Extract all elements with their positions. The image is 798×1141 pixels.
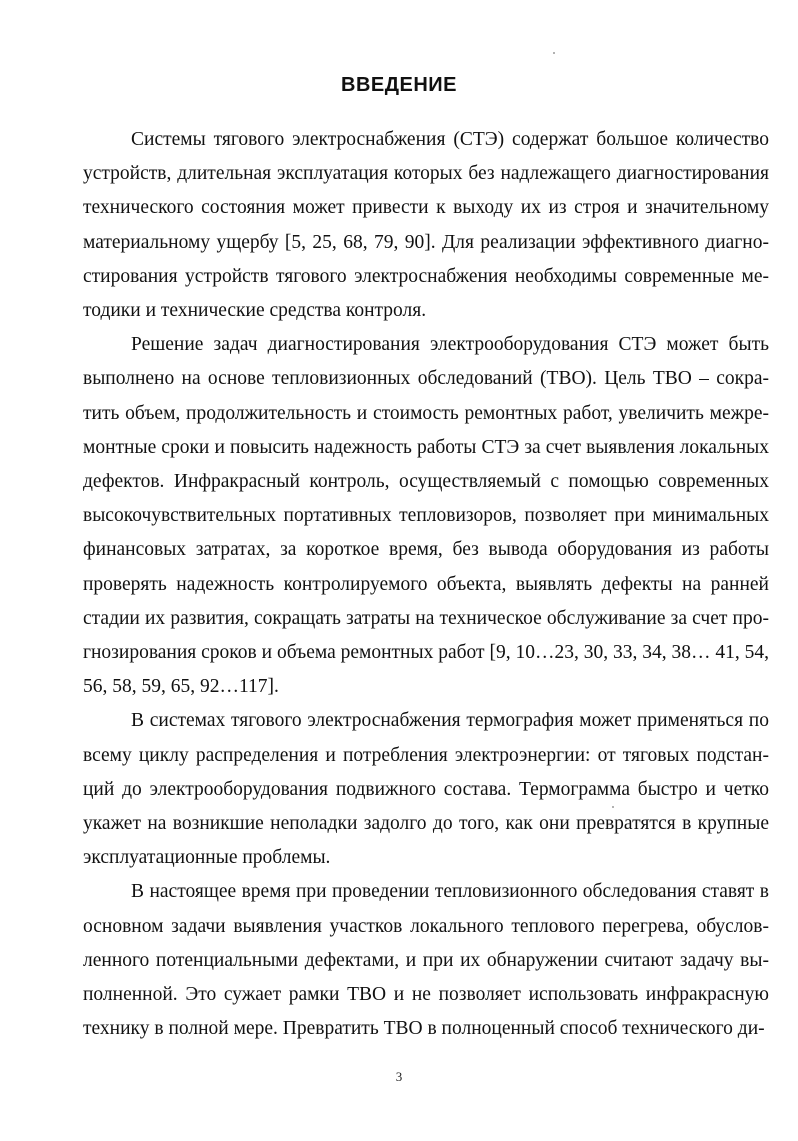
paragraph-3: В системах тягового электроснабжения термография может применяться по всему циклу распределения и потребления электроэнергии: от тяговых подстанций до электрооборудования подвижного состава. Термограмма быстро и четко укажет на возникшие неполадки задолго до того, как они превратятся в крупные эксплуатационные проблемы. (83, 710, 769, 869)
paragraph-1: Системы тягового электроснабжения (СТЭ) содержат большое количество устройств, длительная эксплуатация которых без надлежащего диагностирования технического состояния может привести к выходу их из строя и значительному материальному ущербу [5, 25, 68, 79, 90]. Для реализации эффективного диагностирования устройств тягового электроснабжения необходимы современные методики и технические средства контроля. (83, 129, 769, 322)
scan-speck (553, 52, 555, 54)
body-text (83, 123, 769, 1046)
paragraph-4: В настоящее время при проведении тепловизионного обследования ставят в основном задачи выявления участков локального теплового перегрева, обусловленного потенциальными дефектами, и при их обнаружении считают задачу выполненной. Это сужает рамки ТВО и не позволяет использовать инфракрасную технику в полной мере. Превратить ТВО в полноценный способ технического ди- (83, 881, 769, 1040)
paragraph-2: Решение задач диагностирования электрооборудования СТЭ может быть выполнено на основе тепловизионных обследований (ТВО). Цель ТВО – сократить объем, продолжительность и стоимость ремонтных работ, увеличить межремонтные сроки и повысить надежность работы СТЭ за счет выявления локальных дефектов. Инфракрасный контроль, осуществляемый с помощью современных высокочувствительных портативных тепловизоров, позволяет при минимальных финансовых затратах, за короткое время, без вывода оборудования из работы проверять надежность контролируемого объекта, выявлять дефекты на ранней стадии их развития, сокращать затраты на техническое обслуживание за счет прогнозирования сроков и объема ремонтных работ [9, 10…23, 30, 33, 34, 38… 41, 54, 56, 58, 59, 65, 92…117]. (83, 334, 769, 698)
page-number: 3 (395, 1069, 403, 1084)
page-title: ВВЕДЕНИЕ (341, 74, 457, 96)
